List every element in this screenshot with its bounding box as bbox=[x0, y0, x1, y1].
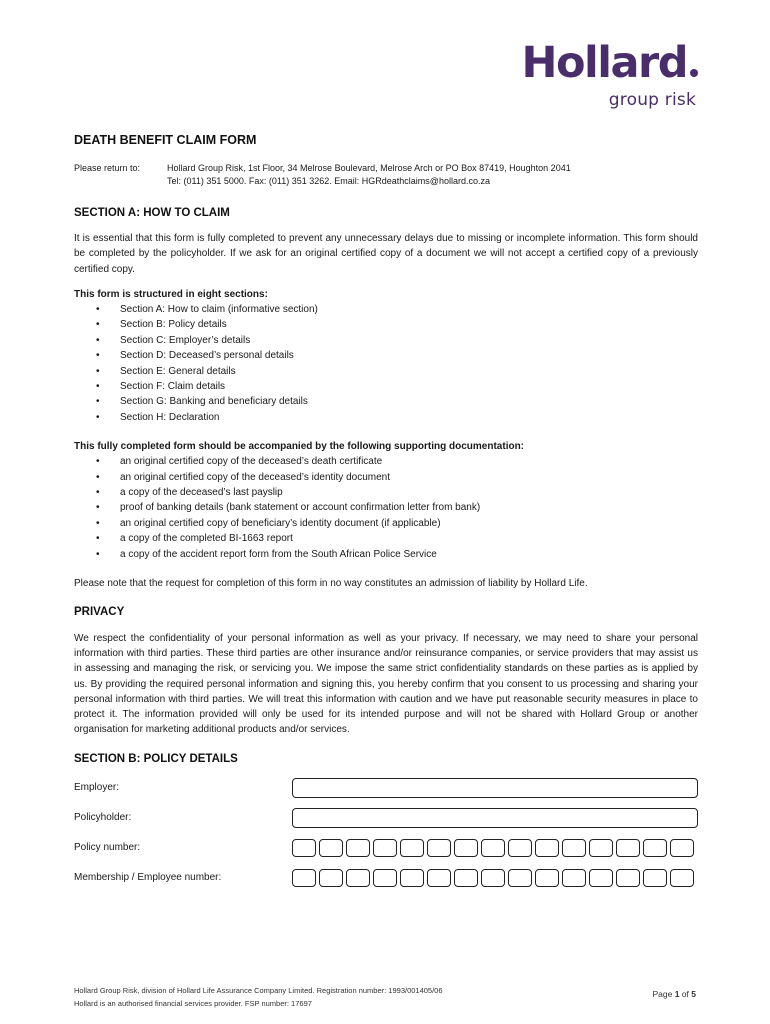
policy-number-cell[interactable] bbox=[535, 839, 559, 857]
structure-lead: This form is structured in eight sections: bbox=[74, 288, 268, 300]
privacy-text: We respect the confidentiality of your personal information as well as your privacy. If necessary, we may need to share your personal information with third parties. These third parties are other insurance and/or reinsurance companies, or service providers that may assist us in assessing and managing the risk, or servicing you. We impose the same strict confidentiality standards on these parties as is applied by us. By providing the required personal information and signing this, you hereby confirm that you consent to us processing and sharing your personal information with third parties. We will treat this information with caution and we have put reasonable security measures in place to protect it. The information provided will only be used for its intended purpose and will not be shared with Hollard Group or another organisation for marketing additional products and/or services. bbox=[74, 633, 698, 735]
policy-number-cell[interactable] bbox=[319, 839, 343, 857]
sections-list bbox=[74, 302, 698, 425]
membership-number-cell[interactable] bbox=[670, 869, 694, 887]
policy-number-cell[interactable] bbox=[589, 839, 613, 857]
footer-registration: Hollard Group Risk, division of Hollard Life Assurance Company Limited. Registration number: 1993/001405/06 bbox=[74, 986, 443, 995]
logo-dot bbox=[690, 69, 698, 77]
list-item: • an original certified copy of the deceased’s death certificate bbox=[74, 454, 698, 469]
membership-number-cell[interactable] bbox=[400, 869, 424, 887]
logo-wordmark: Hollard bbox=[521, 40, 698, 86]
policy-number-cell[interactable] bbox=[508, 839, 532, 857]
return-address bbox=[74, 162, 698, 188]
list-item: • Section E: General details bbox=[74, 364, 698, 379]
docs-lead: This fully completed form should be accompanied by the following supporting documentation: bbox=[74, 441, 525, 453]
membership-number-cell[interactable] bbox=[292, 869, 316, 887]
policyholder-label: Policyholder: bbox=[74, 812, 132, 824]
membership-number-cell[interactable] bbox=[346, 869, 370, 887]
membership-number-cell[interactable] bbox=[454, 869, 478, 887]
policy-number-cell[interactable] bbox=[400, 839, 424, 857]
membership-number-cell[interactable] bbox=[481, 869, 505, 887]
policy-number-cells bbox=[292, 839, 694, 857]
return-address-line: Hollard Group Risk, 1st Floor, 34 Melrose Boulevard, Melrose Arch or PO Box 87419, Houghton 2041 bbox=[167, 163, 571, 173]
policy-number-cell[interactable] bbox=[454, 839, 478, 857]
policy-number-row bbox=[74, 837, 698, 859]
documents-list bbox=[74, 454, 698, 562]
membership-number-cell[interactable] bbox=[373, 869, 397, 887]
policy-number-cell[interactable] bbox=[670, 839, 694, 857]
employer-row bbox=[74, 777, 698, 799]
form-content bbox=[74, 133, 698, 889]
policy-number-cell[interactable] bbox=[616, 839, 640, 857]
membership-number-cell[interactable] bbox=[616, 869, 640, 887]
list-item: • Section C: Employer’s details bbox=[74, 333, 698, 348]
policy-number-label: Policy number: bbox=[74, 842, 141, 854]
policyholder-row bbox=[74, 807, 698, 829]
employer-field[interactable] bbox=[292, 778, 698, 798]
list-item: • Section G: Banking and beneficiary details bbox=[74, 394, 698, 409]
logo-subtitle: group risk bbox=[608, 90, 696, 110]
membership-number-cell[interactable] bbox=[319, 869, 343, 887]
form-title: DEATH BENEFIT CLAIM FORM bbox=[74, 133, 257, 147]
membership-number-cells bbox=[292, 869, 694, 887]
list-item: • Section F: Claim details bbox=[74, 379, 698, 394]
list-item: • Section A: How to claim (informative section) bbox=[74, 302, 698, 317]
policy-number-cell[interactable] bbox=[292, 839, 316, 857]
membership-row bbox=[74, 867, 698, 889]
list-item: • Section D: Deceased’s personal details bbox=[74, 348, 698, 363]
footer-fsp: Hollard is an authorised financial services provider. FSP number: 17697 bbox=[74, 998, 312, 1008]
membership-label: Membership / Employee number: bbox=[74, 872, 222, 884]
membership-number-cell[interactable] bbox=[535, 869, 559, 887]
list-item: • an original certified copy of the deceased’s identity document bbox=[74, 470, 698, 485]
policyholder-field[interactable] bbox=[292, 808, 698, 828]
list-item: • a copy of the completed BI-1663 report bbox=[74, 531, 698, 546]
list-item: • an original certified copy of beneficiary’s identity document (if applicable) bbox=[74, 516, 698, 531]
return-contact-line: Tel: (011) 351 5000. Fax: (011) 351 3262. Email: HGRdeathclaims@hollard.co.za bbox=[167, 176, 490, 186]
policy-number-cell[interactable] bbox=[643, 839, 667, 857]
privacy-heading: PRIVACY bbox=[74, 606, 125, 619]
liability-note: Please note that the request for completion of this form in no way constitutes an admission of liability by Hollard Life. bbox=[74, 577, 588, 589]
list-item: • proof of banking details (bank statement or account confirmation letter from bank) bbox=[74, 500, 698, 515]
return-label: Please return to: bbox=[74, 163, 141, 173]
policy-number-cell[interactable] bbox=[346, 839, 370, 857]
list-item: • Section B: Policy details bbox=[74, 317, 698, 332]
membership-number-cell[interactable] bbox=[427, 869, 451, 887]
membership-number-cell[interactable] bbox=[508, 869, 532, 887]
membership-number-cell[interactable] bbox=[562, 869, 586, 887]
list-item: • a copy of the accident report form from the South African Police Service bbox=[74, 547, 698, 562]
list-item: • Section H: Declaration bbox=[74, 410, 698, 425]
page-footer bbox=[74, 985, 443, 1010]
page-number: Page 1 of 5 bbox=[652, 989, 696, 999]
list-item: • a copy of the deceased’s last payslip bbox=[74, 485, 698, 500]
membership-number-cell[interactable] bbox=[589, 869, 613, 887]
policy-number-cell[interactable] bbox=[427, 839, 451, 857]
membership-number-cell[interactable] bbox=[643, 869, 667, 887]
section-b-heading: SECTION B: POLICY DETAILS bbox=[74, 752, 238, 765]
policy-number-cell[interactable] bbox=[562, 839, 586, 857]
section-a-intro: It is essential that this form is fully completed to prevent any unnecessary delays due to missing or incomplete information. This form should be completed by the policyholder. If we ask for an original certified copy of a document we will not accept a certified copy of a previously certified copy. bbox=[74, 233, 698, 275]
policy-number-cell[interactable] bbox=[481, 839, 505, 857]
policy-number-cell[interactable] bbox=[373, 839, 397, 857]
hollard-logo bbox=[521, 40, 698, 110]
section-a-heading: SECTION A: HOW TO CLAIM bbox=[74, 207, 230, 219]
employer-label: Employer: bbox=[74, 782, 120, 794]
